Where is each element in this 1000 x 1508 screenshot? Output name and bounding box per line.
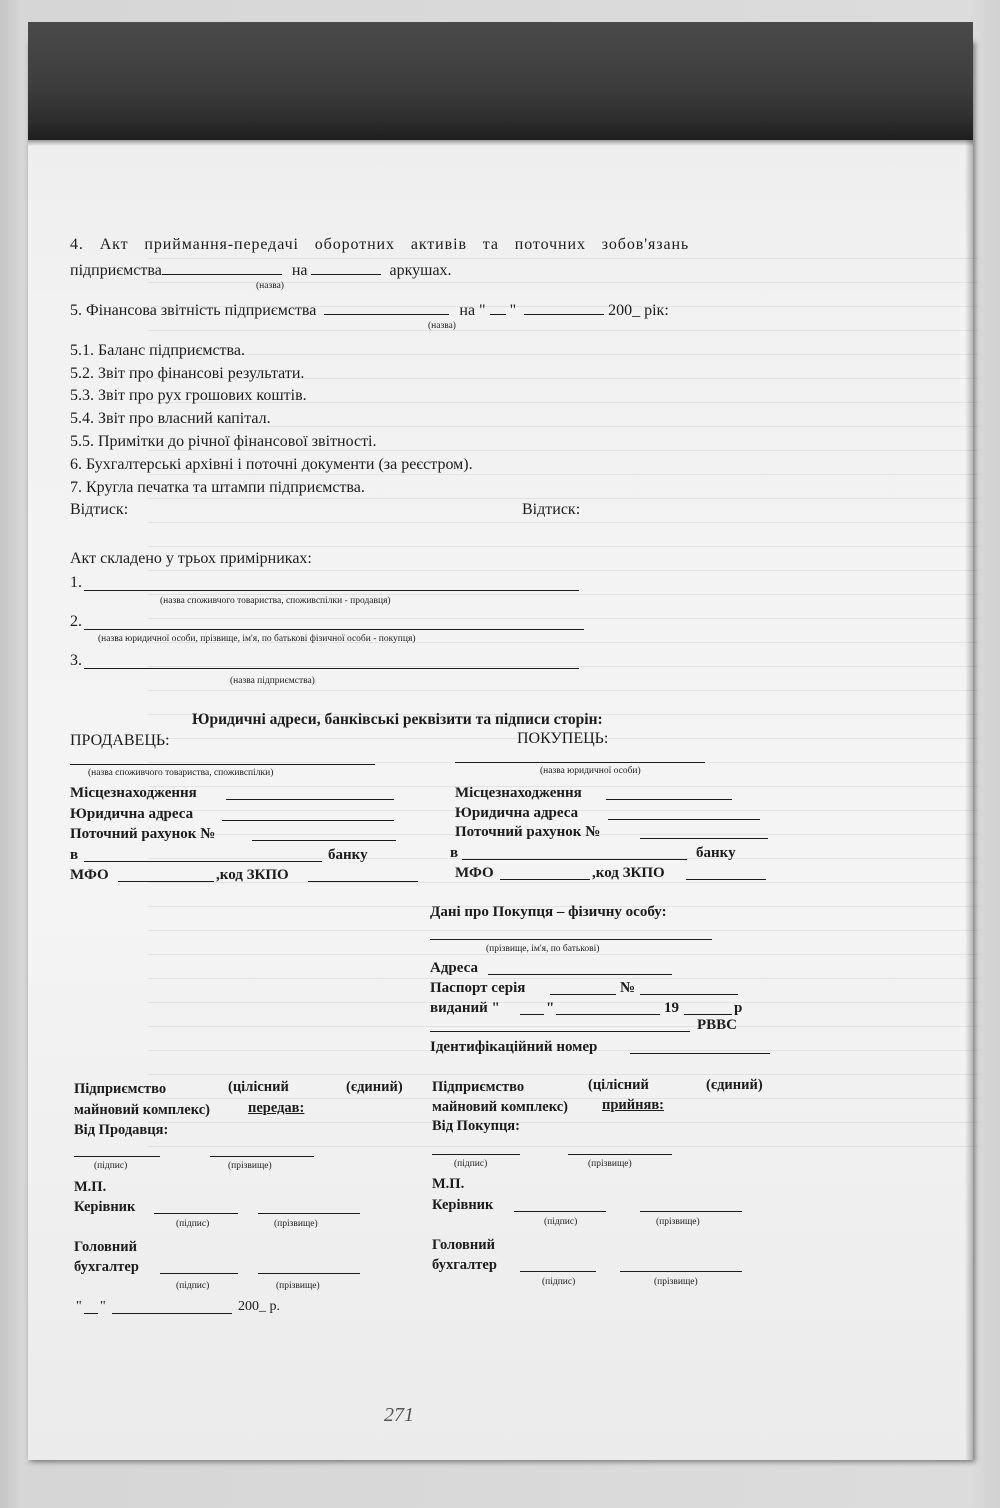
issued-label: виданий " — [430, 1000, 500, 1016]
item-5-blank-name — [324, 300, 449, 315]
item-4-word-sheets: аркушах. — [389, 262, 452, 279]
address-line — [488, 974, 672, 975]
imprint-left: Відтиск: — [70, 501, 129, 518]
buyer-mfo-line — [500, 879, 590, 880]
seller-label: ПРОДАВЕЦЬ: — [70, 732, 170, 749]
issued-year-label: 19 — [664, 1000, 679, 1016]
item-4-word-enterprise: підприємства — [70, 262, 162, 279]
seller-zkpo-line — [308, 881, 418, 882]
seller-surname-caption: (прізвище) — [228, 1161, 272, 1171]
seller-accountant-surname-caption: (прізвище) — [276, 1281, 320, 1291]
item-5-on: на " — [459, 302, 490, 319]
buyer-zkpo-line — [686, 879, 766, 880]
buyer-from-label: Від Покупця: — [432, 1118, 520, 1134]
parties-heading: Юридичні адреси, банківські реквізити та підписи сторін: — [192, 711, 603, 728]
seller-legal-address-label: Юридична адреса — [70, 806, 194, 822]
item-6: 6. Бухгалтерські архівні і поточні документи (за реєстром). — [70, 456, 473, 473]
item-5-3: 5.3. Звіт про рух грошових коштів. — [70, 387, 307, 404]
item-4-word-on: на — [291, 262, 308, 279]
item-4-caption: (назва) — [256, 281, 284, 291]
individual-caption: (прізвище, ім'я, по батькові) — [486, 944, 600, 954]
item-5-4: 5.4. Звіт про власний капітал. — [70, 410, 271, 427]
buyer-surname-line — [568, 1154, 672, 1155]
id-number-label: Ідентифікаційний номер — [430, 1039, 598, 1055]
buyer-bank-line — [462, 859, 687, 860]
rvvs-label: РВВС — [697, 1017, 738, 1033]
buyer-surname-caption: (прізвище) — [588, 1159, 632, 1169]
buyer-accountant-surname-line — [620, 1271, 742, 1272]
buyer-enterprise-word: Підприємство — [432, 1079, 525, 1095]
seller-account-label: Поточний рахунок № — [70, 826, 216, 842]
buyer-property-complex: майновий комплекс) — [432, 1099, 568, 1115]
buyer-accountant-sign-line — [520, 1271, 596, 1272]
date-month-line — [112, 1313, 232, 1314]
item-4-blank-name — [162, 260, 282, 275]
buyer-legal-address-label: Юридична адреса — [455, 805, 579, 821]
passport-number-label: № — [620, 980, 636, 996]
buyer-accountant-sign-caption: (підпис) — [542, 1277, 576, 1287]
item-5-quote: " — [505, 302, 517, 319]
issued-month-line — [556, 1014, 660, 1015]
buyer-stamp-label: М.П. — [432, 1176, 465, 1192]
seller-director-surname-caption: (прізвище) — [274, 1219, 318, 1229]
copy-2-caption: (назва юридичної особи, прізвище, ім'я, по батькові фізичної особи - покупця) — [98, 634, 416, 644]
buyer-director-label: Керівник — [432, 1197, 494, 1213]
buyer-sign-caption: (підпис) — [454, 1159, 488, 1169]
buyer-name-line — [455, 762, 705, 763]
seller-enterprise-word: Підприємство — [74, 1081, 167, 1097]
copies-intro: Акт складено у трьох примірниках: — [70, 550, 312, 567]
buyer-accountant-label: бухгалтер — [432, 1257, 497, 1273]
seller-director-sign-line — [154, 1213, 238, 1214]
buyer-sign-line — [432, 1154, 520, 1155]
page-number: 271 — [384, 1404, 414, 1426]
item-5-label: 5. Фінансова звітність підприємства — [70, 302, 317, 319]
seller-integral-word: (цілісний — [228, 1079, 289, 1095]
passport-series-label: Паспорт серія — [430, 980, 526, 996]
seller-accountant-sign-line — [160, 1273, 238, 1274]
seller-in-label: в — [70, 847, 79, 863]
buyer-bank-label: банку — [696, 845, 736, 861]
seller-single-word: (єдиний) — [346, 1079, 403, 1095]
buyer-caption: (назва юридичної особи) — [540, 766, 641, 776]
date-quote-open: " — [76, 1299, 82, 1314]
seller-location-label: Місцезнаходження — [70, 785, 197, 801]
item-5-blank-day — [490, 300, 506, 315]
seller-mfo-line — [118, 881, 214, 882]
buyer-in-label: в — [450, 845, 459, 861]
address-label: Адреса — [430, 960, 478, 976]
date-year: 200_ р. — [238, 1299, 280, 1314]
individual-name-line — [430, 939, 712, 940]
buyer-single-word: (єдиний) — [706, 1077, 763, 1093]
id-number-line — [630, 1053, 770, 1054]
seller-caption: (назва споживчого товариства, споживспілки) — [88, 768, 274, 778]
individual-heading: Дані про Покупця – фізичну особу: — [430, 904, 667, 920]
seller-director-surname-line — [258, 1213, 360, 1214]
passport-number-line — [640, 994, 738, 995]
buyer-director-surname-caption: (прізвище) — [656, 1217, 700, 1227]
date-day-line — [84, 1313, 98, 1314]
seller-mfo-label: МФО — [70, 867, 109, 883]
buyer-account-label: Поточний рахунок № — [455, 824, 601, 840]
passport-series-line — [550, 994, 616, 995]
seller-from-label: Від Продавця: — [74, 1122, 169, 1138]
issued-r-label: р — [734, 1000, 743, 1016]
seller-transferred: передав: — [248, 1100, 305, 1116]
seller-sign-line — [74, 1156, 160, 1157]
buyer-accepted: прийняв: — [602, 1097, 664, 1113]
imprint-right: Відтиск: — [522, 501, 581, 518]
copy-2-line — [84, 629, 584, 630]
buyer-legal-address-line — [608, 819, 760, 820]
item-4-line-2 — [70, 260, 452, 280]
item-5-line — [70, 300, 669, 320]
issued-day-line — [520, 1014, 544, 1015]
item-4-line-1: 4. Акт приймання-передачі оборотних активів та поточних зобов'язань — [70, 236, 690, 253]
buyer-label: ПОКУПЕЦЬ: — [517, 730, 609, 747]
seller-account-line — [252, 840, 396, 841]
buyer-integral-word: (цілісний — [588, 1077, 649, 1093]
buyer-director-sign-line — [514, 1211, 606, 1212]
seller-sign-caption: (підпис) — [94, 1161, 128, 1171]
seller-director-label: Керівник — [74, 1199, 136, 1215]
buyer-director-sign-caption: (підпис) — [544, 1217, 578, 1227]
seller-stamp-label: М.П. — [74, 1179, 107, 1195]
copy-2-number: 2. — [70, 613, 82, 630]
issued-quote: " — [546, 1000, 555, 1016]
seller-legal-address-line — [222, 820, 394, 821]
buyer-mfo-label: МФО — [455, 865, 494, 881]
seller-surname-line — [210, 1156, 314, 1157]
rvvs-line — [430, 1031, 690, 1032]
copy-3-line — [84, 668, 579, 669]
seller-bank-line — [84, 861, 322, 862]
seller-location-line — [226, 799, 394, 800]
buyer-account-line — [640, 838, 768, 839]
buyer-director-surname-line — [640, 1211, 742, 1212]
item-7: 7. Кругла печатка та штампи підприємства. — [70, 479, 365, 496]
item-5-caption: (назва) — [428, 321, 456, 331]
seller-accountant-surname-line — [258, 1273, 360, 1274]
buyer-location-line — [606, 799, 732, 800]
scan-shadow-band — [28, 22, 973, 140]
item-5-5: 5.5. Примітки до річної фінансової звітності. — [70, 433, 377, 450]
seller-accountant-sign-caption: (підпис) — [176, 1281, 210, 1291]
seller-zkpo-label: ,код ЗКПО — [216, 867, 289, 883]
copy-3-caption: (назва підприємства) — [230, 676, 315, 686]
item-5-1: 5.1. Баланс підприємства. — [70, 342, 245, 359]
copy-1-number: 1. — [70, 574, 82, 591]
copy-1-line — [84, 590, 579, 591]
copy-3-number: 3. — [70, 652, 82, 669]
seller-property-complex: майновий комплекс) — [74, 1102, 210, 1118]
issued-year-line — [684, 1014, 732, 1015]
seller-name-line — [70, 764, 375, 765]
seller-director-sign-caption: (підпис) — [176, 1219, 210, 1229]
buyer-location-label: Місцезнаходження — [455, 785, 582, 801]
seller-chief-label: Головний — [74, 1239, 137, 1255]
buyer-accountant-surname-caption: (прізвище) — [654, 1277, 698, 1287]
item-5-blank-month — [524, 300, 604, 315]
date-quote-close: " — [100, 1299, 106, 1314]
seller-bank-label: банку — [328, 847, 368, 863]
item-4-blank-sheets — [311, 260, 381, 275]
item-5-year: 200_ рік: — [608, 302, 669, 319]
buyer-chief-label: Головний — [432, 1237, 495, 1253]
copy-1-caption: (назва споживчого товариства, споживспілки - продавця) — [160, 596, 391, 606]
item-5-2: 5.2. Звіт про фінансові результати. — [70, 365, 305, 382]
buyer-zkpo-label: ,код ЗКПО — [592, 865, 665, 881]
seller-accountant-label: бухгалтер — [74, 1259, 139, 1275]
